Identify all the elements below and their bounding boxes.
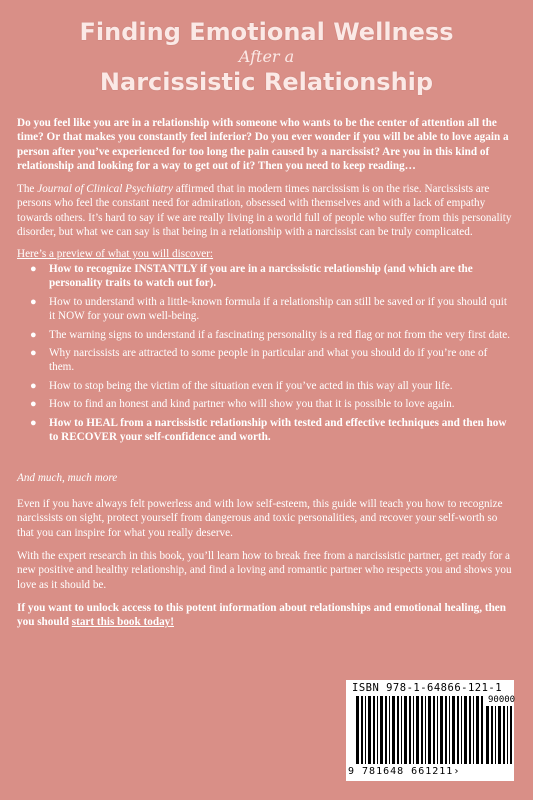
barcode-bar <box>365 696 366 764</box>
lead-paragraph: Do you feel like you are in a relationship with someone who wants to be the center of attention all the time? Or that makes you constantly feel inferior? Do you ever wonder if you will be able to love again a person after you’ve experienced for too long the pain caused by a narcissist? Are you in this kind of relationship and looking for a way to get out of it? Then you need to keep reading… <box>17 117 509 173</box>
and-more-text: And much, much more <box>17 472 118 484</box>
barcode-bar <box>416 696 419 764</box>
barcode-bar <box>498 706 501 764</box>
barcode-bar <box>461 696 462 764</box>
barcode-bar <box>486 706 489 764</box>
list-item <box>17 397 515 411</box>
addon-barcode-bars <box>486 706 512 764</box>
cta-text: If you want to unlock access to this potent information about relationships and emotional healing, then you should <box>17 602 506 629</box>
list-item <box>17 416 515 445</box>
barcode-arrow: › <box>453 766 461 777</box>
barcode-bar <box>392 696 395 764</box>
list-item-text: How to HEAL from a narcissistic relationship with tested and effective techniques and then how to RECOVER your self-confidence and worth. <box>49 416 507 444</box>
bullet-icon: ● <box>30 263 37 275</box>
barcode-bar <box>428 696 431 764</box>
barcode-bar <box>421 696 423 764</box>
bullet-icon: ● <box>30 416 37 429</box>
barcode-bar <box>507 706 508 764</box>
barcode-bar <box>464 696 467 764</box>
bullet-icon: ● <box>30 328 37 341</box>
title-line-1: Finding Emotional Wellness <box>79 18 454 46</box>
isbn-barcode <box>346 680 514 781</box>
barcode-bar <box>449 696 450 764</box>
barcode-bar <box>397 696 399 764</box>
list-item-text: How to understand with a little-known formula if a relationship can still be saved or if you should quit it NOW for your own well-being. <box>49 295 507 323</box>
bullet-icon: ● <box>30 379 37 392</box>
barcode-bar <box>481 696 483 764</box>
barcode-bar <box>425 696 426 764</box>
powerless-paragraph: Even if you have always felt powerless and with low self-esteem, this guide will teach you how to recognize narcissists on sight, protect yourself from dangerous and toxic personalities, and recover your self-worth so that you can inspire for what you really deserve. <box>17 498 503 539</box>
preview-heading: Here’s a preview of what you will discover: <box>17 248 214 260</box>
bullet-icon: ● <box>30 295 37 308</box>
barcode-bar <box>437 696 438 764</box>
barcode-number <box>348 766 460 777</box>
list-item <box>17 328 515 342</box>
barcode-bars <box>356 696 484 764</box>
isbn-label: ISBN 978-1-64866-121-1 <box>352 682 503 694</box>
barcode-bar <box>389 696 390 764</box>
barcode-bar <box>452 696 455 764</box>
list-item <box>17 379 515 393</box>
barcode-bar <box>445 696 447 764</box>
barcode-bar <box>491 706 493 764</box>
barcode-bar <box>510 706 512 764</box>
barcode-bar <box>409 696 411 764</box>
barcode-bar <box>469 696 471 764</box>
barcode-bar <box>503 706 505 764</box>
barcode-bar <box>440 696 443 764</box>
addon-number: 90000 <box>488 695 516 705</box>
barcode-bar <box>413 696 414 764</box>
list-item-text: How to find an honest and kind partner who will show you that it is possible to love again. <box>49 398 455 411</box>
barcode-bar <box>361 696 363 764</box>
barcode-bar <box>473 696 474 764</box>
barcode-bar <box>385 696 387 764</box>
barcode-bar <box>373 696 375 764</box>
barcode-bar <box>476 696 479 764</box>
journal-name: Journal of Clinical Psychiatry <box>37 183 173 195</box>
expert-paragraph: With the expert research in this book, you’ll learn how to break free from a narcissistic partner, get ready for a new positive and healthy relationship, and find a loving and romantic partner who respects you and shows you love as it should be. <box>17 550 512 591</box>
cta-link[interactable]: start this book today! <box>71 616 174 629</box>
list-item <box>17 262 515 291</box>
barcode-bar <box>404 696 407 764</box>
list-item <box>17 346 515 375</box>
title-line-2: After a <box>238 47 295 66</box>
list-item-text: The warning signs to understand if a fascinating personality is a red flag or not from the very first date. <box>49 328 511 341</box>
list-item-text: How to recognize INSTANTLY if you are in a narcissistic relationship (and which are the personality traits to watch out for). <box>49 263 473 290</box>
stats-prefix: The <box>17 183 38 195</box>
title-line-3: Narcissistic Relationship <box>99 68 434 96</box>
barcode-bar <box>495 706 496 764</box>
barcode-bar <box>368 696 371 764</box>
stats-rest: affirmed that in modern times narcissism is on the rise. Narcissists are persons who feel the constant need for admiration, obsessed with themselves and with a lack of empathy towards others. It’s hard to say if we are really living in a world full of people who suffer from this personality disorder, but what we can say is that being in a relationship with a narcissist can be truly complicated. <box>17 183 512 239</box>
barcode-bar <box>356 696 359 764</box>
cover-title <box>0 18 533 96</box>
barcode-bar <box>377 696 378 764</box>
barcode-bar <box>380 696 383 764</box>
barcode-bar <box>457 696 459 764</box>
bullet-icon: ● <box>30 398 37 411</box>
bullet-icon: ● <box>30 347 37 360</box>
list-item <box>17 295 515 324</box>
call-to-action <box>17 601 515 630</box>
stats-paragraph <box>17 182 515 240</box>
discovery-list <box>17 262 515 448</box>
list-item-text: Why narcissists are attracted to some people in particular and what you should do if you’re one of them. <box>49 347 488 374</box>
barcode-bar <box>401 696 402 764</box>
list-item-text: How to stop being the victim of the situation even if you’ve acted in this way all your life. <box>49 379 453 392</box>
barcode-digits: 9 781648 661211 <box>348 766 454 777</box>
barcode-bar <box>433 696 435 764</box>
